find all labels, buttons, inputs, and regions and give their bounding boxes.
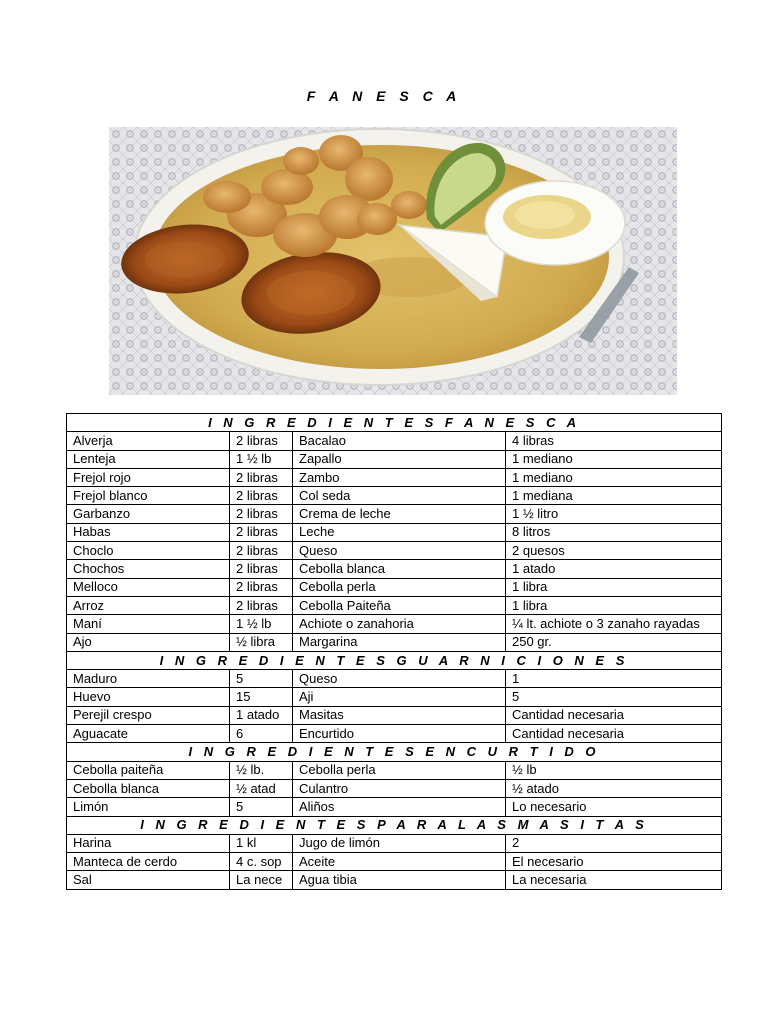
ingredient-quantity: 1 [506,670,722,688]
ingredient-quantity: 1 mediana [506,487,722,505]
page-title: F A N E S C A [306,88,462,104]
ingredient-quantity: ½ lb [506,761,722,779]
ingredient-name: Crema de leche [293,505,506,523]
ingredient-name: Jugo de limón [293,834,506,852]
ingredient-name: Maduro [67,670,230,688]
ingredient-name: Sal [67,871,230,889]
ingredient-name: Bacalao [293,432,506,450]
ingredient-quantity: 15 [230,688,293,706]
ingredient-name: Leche [293,523,506,541]
ingredient-name: Cebolla perla [293,761,506,779]
section-heading: I N G R E D I E N T E S P A R A L A S M A S I T A S [67,816,722,834]
ingredient-quantity: 2 quesos [506,542,722,560]
ingredient-quantity: 4 libras [506,432,722,450]
ingredient-quantity: 4 c. sop [230,853,293,871]
ingredient-name: Encurtido [293,725,506,743]
ingredient-row [67,798,722,816]
ingredient-quantity: 1 mediano [506,450,722,468]
ingredient-name: Col seda [293,487,506,505]
ingredient-name: Aceite [293,853,506,871]
ingredient-quantity: 6 [230,725,293,743]
ingredient-row [67,468,722,486]
ingredient-row [67,560,722,578]
ingredient-name: Frejol rojo [67,468,230,486]
ingredient-quantity: 2 libras [230,578,293,596]
ingredient-row [67,871,722,889]
ingredient-name: Huevo [67,688,230,706]
section-heading: I N G R E D I E N T E S G U A R N I C I O N E S [67,651,722,669]
ingredient-name: Alverja [67,432,230,450]
section-heading-row [67,414,722,432]
ingredient-name: Limón [67,798,230,816]
ingredient-name: Agua tibia [293,871,506,889]
ingredient-row [67,853,722,871]
ingredient-quantity: Cantidad necesaria [506,725,722,743]
ingredient-row [67,523,722,541]
ingredient-row [67,578,722,596]
ingredient-name: Cebolla paiteña [67,761,230,779]
ingredient-name: Queso [293,542,506,560]
ingredient-row [67,505,722,523]
ingredient-name: Chochos [67,560,230,578]
fanesca-photo [109,127,677,395]
ingredient-row [67,633,722,651]
ingredient-quantity: 1 ½ litro [506,505,722,523]
ingredient-name: Ajo [67,633,230,651]
ingredient-quantity: 2 libras [230,560,293,578]
ingredient-row [67,670,722,688]
ingredient-name: Zambo [293,468,506,486]
ingredient-quantity: 2 libras [230,505,293,523]
ingredient-quantity: 2 libras [230,432,293,450]
ingredient-name: Harina [67,834,230,852]
ingredient-name: Aji [293,688,506,706]
section-heading-row [67,816,722,834]
section-heading: I N G R E D I E N T E S F A N E S C A [67,414,722,432]
ingredient-quantity: ¼ lt. achiote o 3 zanaho rayadas [506,615,722,633]
ingredient-name: Manteca de cerdo [67,853,230,871]
ingredient-quantity: 2 [506,834,722,852]
ingredient-name: Cebolla blanca [67,779,230,797]
ingredient-quantity: 1 kl [230,834,293,852]
ingredient-row [67,432,722,450]
ingredient-quantity: ½ atado [506,779,722,797]
ingredient-name: Frejol blanco [67,487,230,505]
ingredient-name: Garbanzo [67,505,230,523]
ingredient-name: Cebolla Paiteña [293,596,506,614]
ingredient-name: Melloco [67,578,230,596]
ingredient-quantity: 5 [230,670,293,688]
ingredient-name: Maní [67,615,230,633]
ingredient-row [67,596,722,614]
section-heading: I N G R E D I E N T E S E N C U R T I D O [67,743,722,761]
ingredient-quantity: La nece [230,871,293,889]
ingredient-quantity: 1 libra [506,578,722,596]
ingredient-quantity: ½ lb. [230,761,293,779]
ingredient-quantity: 2 libras [230,523,293,541]
ingredient-quantity: 2 libras [230,542,293,560]
ingredient-row [67,615,722,633]
ingredient-row [67,725,722,743]
ingredient-name: Aguacate [67,725,230,743]
ingredient-row [67,779,722,797]
ingredient-quantity: Lo necesario [506,798,722,816]
ingredient-quantity: Cantidad necesaria [506,706,722,724]
ingredient-row [67,834,722,852]
ingredient-name: Aliños [293,798,506,816]
ingredient-name: Queso [293,670,506,688]
ingredient-quantity: 2 libras [230,468,293,486]
section-heading-row [67,651,722,669]
ingredient-name: Choclo [67,542,230,560]
ingredients-table [66,413,722,890]
ingredient-name: Achiote o zanahoria [293,615,506,633]
ingredient-name: Arroz [67,596,230,614]
ingredient-quantity: 2 libras [230,487,293,505]
ingredient-name: Cebolla blanca [293,560,506,578]
ingredient-row [67,542,722,560]
ingredient-row [67,706,722,724]
ingredient-row [67,761,722,779]
ingredient-name: Culantro [293,779,506,797]
ingredient-quantity: La necesaria [506,871,722,889]
ingredient-quantity: 8 litros [506,523,722,541]
ingredient-name: Lenteja [67,450,230,468]
ingredient-quantity: 2 libras [230,596,293,614]
ingredient-quantity: 1 libra [506,596,722,614]
ingredient-name: Habas [67,523,230,541]
ingredient-row [67,688,722,706]
ingredient-row [67,487,722,505]
ingredient-row [67,450,722,468]
ingredient-quantity: 1 atado [230,706,293,724]
ingredient-quantity: 1 ½ lb [230,450,293,468]
ingredient-quantity: 5 [230,798,293,816]
ingredient-quantity: 250 gr. [506,633,722,651]
ingredient-quantity: ½ atad [230,779,293,797]
ingredient-quantity: 5 [506,688,722,706]
ingredient-quantity: 1 mediano [506,468,722,486]
ingredient-name: Margarina [293,633,506,651]
ingredient-name: Cebolla perla [293,578,506,596]
ingredient-quantity: 1 ½ lb [230,615,293,633]
ingredient-name: Zapallo [293,450,506,468]
ingredient-name: Masitas [293,706,506,724]
section-heading-row [67,743,722,761]
ingredient-name: Perejil crespo [67,706,230,724]
ingredient-quantity: ½ libra [230,633,293,651]
ingredient-quantity: 1 atado [506,560,722,578]
ingredient-quantity: El necesario [506,853,722,871]
